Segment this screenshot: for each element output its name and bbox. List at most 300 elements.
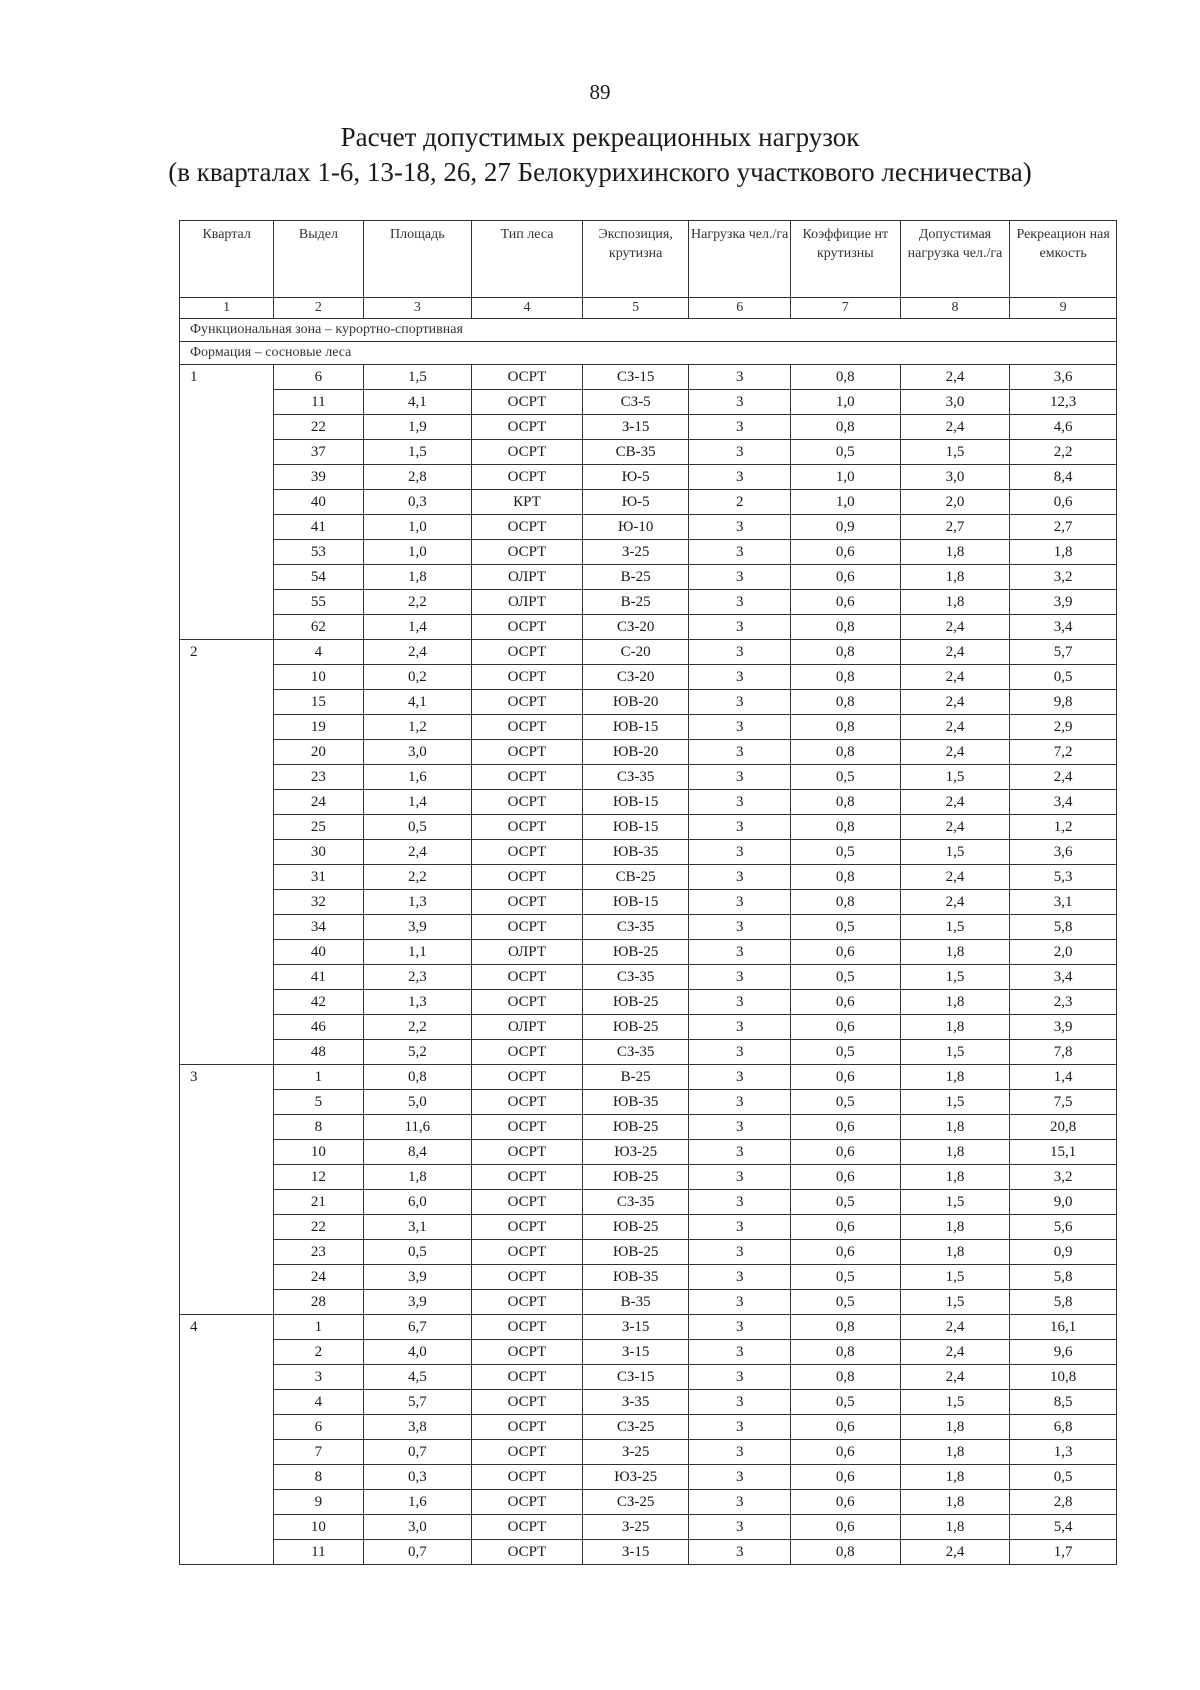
col-number: 1 xyxy=(180,298,274,319)
cell-slope-coef: 0,6 xyxy=(790,1065,900,1090)
cell-slope-coef: 0,6 xyxy=(790,1440,900,1465)
cell-allowed-load: 1,8 xyxy=(900,1165,1010,1190)
cell-vydel: 10 xyxy=(274,665,363,690)
cell-kvartal xyxy=(180,490,274,515)
cell-forest-type: ОСРТ xyxy=(472,1340,583,1365)
table-row xyxy=(180,540,1117,565)
cell-capacity: 3,4 xyxy=(1010,790,1117,815)
cell-exposure: СЗ-35 xyxy=(582,915,689,940)
cell-load: 3 xyxy=(689,1540,790,1565)
cell-vydel: 30 xyxy=(274,840,363,865)
cell-exposure: ЮВ-25 xyxy=(582,1240,689,1265)
cell-area: 3,9 xyxy=(363,1290,472,1315)
cell-capacity: 1,3 xyxy=(1010,1440,1117,1465)
cell-load: 3 xyxy=(689,390,790,415)
cell-capacity: 3,6 xyxy=(1010,365,1117,390)
cell-load: 3 xyxy=(689,1490,790,1515)
cell-capacity: 2,9 xyxy=(1010,715,1117,740)
cell-capacity: 1,2 xyxy=(1010,815,1117,840)
cell-forest-type: ОСРТ xyxy=(472,1365,583,1390)
cell-area: 3,0 xyxy=(363,1515,472,1540)
cell-load: 3 xyxy=(689,890,790,915)
table-row xyxy=(180,715,1117,740)
table-row xyxy=(180,615,1117,640)
cell-vydel: 10 xyxy=(274,1140,363,1165)
cell-kvartal: 3 xyxy=(180,1065,274,1090)
header-row xyxy=(180,221,1117,298)
cell-capacity: 9,0 xyxy=(1010,1190,1117,1215)
cell-capacity: 8,4 xyxy=(1010,465,1117,490)
table-row xyxy=(180,865,1117,890)
cell-vydel: 32 xyxy=(274,890,363,915)
cell-capacity: 4,6 xyxy=(1010,415,1117,440)
cell-allowed-load: 1,8 xyxy=(900,1065,1010,1090)
cell-slope-coef: 0,5 xyxy=(790,1040,900,1065)
cell-forest-type: ОСРТ xyxy=(472,540,583,565)
cell-vydel: 10 xyxy=(274,1515,363,1540)
cell-slope-coef: 0,5 xyxy=(790,1190,900,1215)
section-row-formation xyxy=(180,342,1117,365)
cell-load: 3 xyxy=(689,1365,790,1390)
cell-allowed-load: 1,8 xyxy=(900,1140,1010,1165)
cell-forest-type: ОСРТ xyxy=(472,1315,583,1340)
cell-capacity: 5,8 xyxy=(1010,1290,1117,1315)
cell-forest-type: ОСРТ xyxy=(472,915,583,940)
cell-exposure: Ю-10 xyxy=(582,515,689,540)
cell-vydel: 12 xyxy=(274,1165,363,1190)
cell-exposure: СВ-35 xyxy=(582,440,689,465)
cell-load: 3 xyxy=(689,590,790,615)
cell-kvartal xyxy=(180,1040,274,1065)
cell-area: 6,7 xyxy=(363,1315,472,1340)
cell-exposure: СВ-25 xyxy=(582,865,689,890)
cell-forest-type: ОСРТ xyxy=(472,1190,583,1215)
cell-forest-type: ОСРТ xyxy=(472,740,583,765)
cell-vydel: 8 xyxy=(274,1465,363,1490)
cell-load: 3 xyxy=(689,1265,790,1290)
cell-slope-coef: 0,6 xyxy=(790,1165,900,1190)
cell-area: 3,9 xyxy=(363,1265,472,1290)
cell-load: 3 xyxy=(689,1140,790,1165)
cell-kvartal xyxy=(180,765,274,790)
table-row xyxy=(180,1140,1117,1165)
cell-load: 3 xyxy=(689,1215,790,1240)
cell-vydel: 2 xyxy=(274,1340,363,1365)
cell-vydel: 31 xyxy=(274,865,363,890)
cell-slope-coef: 0,8 xyxy=(790,715,900,740)
cell-allowed-load: 2,4 xyxy=(900,690,1010,715)
cell-allowed-load: 2,7 xyxy=(900,515,1010,540)
cell-vydel: 41 xyxy=(274,515,363,540)
cell-capacity: 5,8 xyxy=(1010,1265,1117,1290)
cell-area: 0,3 xyxy=(363,1465,472,1490)
cell-forest-type: ОСРТ xyxy=(472,1140,583,1165)
cell-capacity: 3,9 xyxy=(1010,1015,1117,1040)
cell-area: 8,4 xyxy=(363,1140,472,1165)
cell-vydel: 6 xyxy=(274,1415,363,1440)
cell-allowed-load: 1,8 xyxy=(900,1115,1010,1140)
cell-capacity: 3,2 xyxy=(1010,565,1117,590)
cell-allowed-load: 1,8 xyxy=(900,565,1010,590)
table-row xyxy=(180,590,1117,615)
col-header-allowed-load: Допустимая нагрузка чел./га xyxy=(900,221,1010,298)
cell-kvartal xyxy=(180,740,274,765)
cell-slope-coef: 0,6 xyxy=(790,1465,900,1490)
cell-area: 3,1 xyxy=(363,1215,472,1240)
recreation-load-table xyxy=(179,220,1117,1565)
table-row xyxy=(180,1165,1117,1190)
cell-capacity: 5,8 xyxy=(1010,915,1117,940)
table-row xyxy=(180,690,1117,715)
cell-area: 0,8 xyxy=(363,1065,472,1090)
cell-exposure: З-15 xyxy=(582,415,689,440)
cell-slope-coef: 0,6 xyxy=(790,940,900,965)
col-header-area: Площадь xyxy=(363,221,472,298)
col-header-slope-coef: Коэффицие нт крутизны xyxy=(790,221,900,298)
cell-area: 1,4 xyxy=(363,615,472,640)
cell-area: 5,0 xyxy=(363,1090,472,1115)
cell-allowed-load: 2,4 xyxy=(900,715,1010,740)
cell-forest-type: ОСРТ xyxy=(472,715,583,740)
cell-area: 1,5 xyxy=(363,365,472,390)
cell-vydel: 11 xyxy=(274,390,363,415)
cell-forest-type: ОСРТ xyxy=(472,365,583,390)
cell-allowed-load: 2,4 xyxy=(900,640,1010,665)
cell-kvartal xyxy=(180,690,274,715)
cell-vydel: 1 xyxy=(274,1065,363,1090)
cell-exposure: ЮВ-25 xyxy=(582,990,689,1015)
cell-area: 0,5 xyxy=(363,815,472,840)
cell-forest-type: ОСРТ xyxy=(472,865,583,890)
section-row-zone xyxy=(180,319,1117,342)
cell-slope-coef: 0,8 xyxy=(790,740,900,765)
cell-area: 1,2 xyxy=(363,715,472,740)
cell-vydel: 6 xyxy=(274,365,363,390)
cell-kvartal: 1 xyxy=(180,365,274,390)
cell-allowed-load: 1,5 xyxy=(900,765,1010,790)
cell-allowed-load: 1,5 xyxy=(900,1290,1010,1315)
cell-load: 3 xyxy=(689,1440,790,1465)
cell-exposure: ЮВ-35 xyxy=(582,1090,689,1115)
cell-kvartal xyxy=(180,1465,274,1490)
cell-kvartal xyxy=(180,865,274,890)
table-row xyxy=(180,765,1117,790)
cell-load: 3 xyxy=(689,640,790,665)
cell-load: 3 xyxy=(689,815,790,840)
cell-forest-type: ОСРТ xyxy=(472,765,583,790)
cell-allowed-load: 1,5 xyxy=(900,1390,1010,1415)
cell-slope-coef: 1,0 xyxy=(790,465,900,490)
cell-exposure: С-20 xyxy=(582,640,689,665)
cell-area: 4,1 xyxy=(363,390,472,415)
cell-vydel: 3 xyxy=(274,1365,363,1390)
cell-load: 3 xyxy=(689,540,790,565)
cell-kvartal xyxy=(180,665,274,690)
cell-area: 1,1 xyxy=(363,940,472,965)
cell-exposure: ЮВ-35 xyxy=(582,1265,689,1290)
cell-capacity: 1,4 xyxy=(1010,1065,1117,1090)
cell-area: 3,8 xyxy=(363,1415,472,1440)
col-number: 2 xyxy=(274,298,363,319)
cell-kvartal xyxy=(180,965,274,990)
table-row xyxy=(180,1065,1117,1090)
cell-capacity: 5,7 xyxy=(1010,640,1117,665)
cell-slope-coef: 0,8 xyxy=(790,1340,900,1365)
cell-vydel: 22 xyxy=(274,415,363,440)
cell-kvartal xyxy=(180,590,274,615)
table-row xyxy=(180,1340,1117,1365)
cell-load: 2 xyxy=(689,490,790,515)
col-header-capacity: Рекреацион ная емкость xyxy=(1010,221,1117,298)
cell-area: 2,4 xyxy=(363,640,472,665)
cell-slope-coef: 1,0 xyxy=(790,390,900,415)
cell-exposure: ЮВ-15 xyxy=(582,790,689,815)
cell-forest-type: ОСРТ xyxy=(472,1490,583,1515)
cell-area: 2,2 xyxy=(363,865,472,890)
cell-vydel: 48 xyxy=(274,1040,363,1065)
cell-forest-type: ОСРТ xyxy=(472,965,583,990)
table-row xyxy=(180,840,1117,865)
cell-load: 3 xyxy=(689,415,790,440)
col-number: 3 xyxy=(363,298,472,319)
cell-allowed-load: 2,0 xyxy=(900,490,1010,515)
cell-vydel: 42 xyxy=(274,990,363,1015)
table-row xyxy=(180,1465,1117,1490)
cell-kvartal xyxy=(180,415,274,440)
cell-capacity: 5,6 xyxy=(1010,1215,1117,1240)
cell-load: 3 xyxy=(689,1190,790,1215)
cell-slope-coef: 0,6 xyxy=(790,1240,900,1265)
cell-kvartal xyxy=(180,1215,274,1240)
cell-allowed-load: 1,8 xyxy=(900,1490,1010,1515)
page-number: 89 xyxy=(589,80,611,104)
cell-slope-coef: 0,8 xyxy=(790,640,900,665)
cell-capacity: 3,9 xyxy=(1010,590,1117,615)
cell-kvartal xyxy=(180,1090,274,1115)
cell-exposure: З-15 xyxy=(582,1315,689,1340)
cell-vydel: 41 xyxy=(274,965,363,990)
cell-load: 3 xyxy=(689,615,790,640)
cell-capacity: 12,3 xyxy=(1010,390,1117,415)
cell-slope-coef: 0,6 xyxy=(790,990,900,1015)
cell-load: 3 xyxy=(689,1415,790,1440)
table-row xyxy=(180,915,1117,940)
cell-exposure: ЮВ-35 xyxy=(582,840,689,865)
cell-kvartal xyxy=(180,790,274,815)
cell-load: 3 xyxy=(689,1090,790,1115)
cell-load: 3 xyxy=(689,1340,790,1365)
col-number: 8 xyxy=(900,298,1010,319)
cell-area: 1,0 xyxy=(363,515,472,540)
cell-capacity: 1,8 xyxy=(1010,540,1117,565)
cell-kvartal xyxy=(180,515,274,540)
table-row xyxy=(180,365,1117,390)
cell-vydel: 8 xyxy=(274,1115,363,1140)
cell-slope-coef: 0,8 xyxy=(790,365,900,390)
cell-allowed-load: 1,5 xyxy=(900,915,1010,940)
cell-allowed-load: 2,4 xyxy=(900,365,1010,390)
cell-area: 0,7 xyxy=(363,1440,472,1465)
cell-exposure: СЗ-25 xyxy=(582,1490,689,1515)
cell-load: 3 xyxy=(689,465,790,490)
cell-exposure: В-25 xyxy=(582,565,689,590)
cell-area: 3,9 xyxy=(363,915,472,940)
cell-vydel: 40 xyxy=(274,940,363,965)
cell-capacity: 2,3 xyxy=(1010,990,1117,1015)
cell-allowed-load: 1,8 xyxy=(900,1015,1010,1040)
cell-vydel: 34 xyxy=(274,915,363,940)
cell-kvartal xyxy=(180,1165,274,1190)
cell-capacity: 3,4 xyxy=(1010,965,1117,990)
cell-capacity: 7,5 xyxy=(1010,1090,1117,1115)
cell-load: 3 xyxy=(689,515,790,540)
cell-kvartal xyxy=(180,890,274,915)
cell-vydel: 7 xyxy=(274,1440,363,1465)
cell-vydel: 5 xyxy=(274,1090,363,1115)
cell-forest-type: ОСРТ xyxy=(472,840,583,865)
col-number: 4 xyxy=(472,298,583,319)
cell-allowed-load: 3,0 xyxy=(900,465,1010,490)
cell-capacity: 16,1 xyxy=(1010,1315,1117,1340)
cell-load: 3 xyxy=(689,440,790,465)
cell-capacity: 2,7 xyxy=(1010,515,1117,540)
table-row xyxy=(180,990,1117,1015)
cell-slope-coef: 0,5 xyxy=(790,440,900,465)
cell-exposure: ЮВ-25 xyxy=(582,940,689,965)
cell-kvartal xyxy=(180,1390,274,1415)
table-row xyxy=(180,465,1117,490)
cell-allowed-load: 2,4 xyxy=(900,815,1010,840)
cell-exposure: ЮВ-25 xyxy=(582,1115,689,1140)
cell-allowed-load: 2,4 xyxy=(900,740,1010,765)
cell-forest-type: ОСРТ xyxy=(472,515,583,540)
cell-kvartal xyxy=(180,1415,274,1440)
cell-allowed-load: 1,8 xyxy=(900,1465,1010,1490)
cell-load: 3 xyxy=(689,940,790,965)
cell-exposure: СЗ-35 xyxy=(582,765,689,790)
cell-kvartal xyxy=(180,1340,274,1365)
cell-vydel: 37 xyxy=(274,440,363,465)
cell-load: 3 xyxy=(689,1390,790,1415)
table-row xyxy=(180,1090,1117,1115)
cell-slope-coef: 0,5 xyxy=(790,915,900,940)
table-row xyxy=(180,1290,1117,1315)
table-row xyxy=(180,890,1117,915)
cell-kvartal xyxy=(180,1515,274,1540)
cell-area: 11,6 xyxy=(363,1115,472,1140)
cell-allowed-load: 2,4 xyxy=(900,1340,1010,1365)
table-row xyxy=(180,640,1117,665)
col-header-exposure: Экспозиция, крутизна xyxy=(582,221,689,298)
cell-slope-coef: 0,5 xyxy=(790,965,900,990)
cell-area: 1,8 xyxy=(363,565,472,590)
cell-exposure: З-25 xyxy=(582,540,689,565)
cell-exposure: Ю-5 xyxy=(582,490,689,515)
cell-exposure: СЗ-15 xyxy=(582,365,689,390)
cell-exposure: З-15 xyxy=(582,1540,689,1565)
table-row xyxy=(180,1440,1117,1465)
table-row xyxy=(180,1415,1117,1440)
cell-area: 1,5 xyxy=(363,440,472,465)
cell-kvartal xyxy=(180,540,274,565)
cell-allowed-load: 2,4 xyxy=(900,865,1010,890)
cell-slope-coef: 0,9 xyxy=(790,515,900,540)
cell-slope-coef: 0,6 xyxy=(790,540,900,565)
cell-exposure: ЮВ-25 xyxy=(582,1015,689,1040)
cell-kvartal xyxy=(180,1265,274,1290)
cell-forest-type: ОСРТ xyxy=(472,640,583,665)
cell-vydel: 9 xyxy=(274,1490,363,1515)
col-number: 5 xyxy=(582,298,689,319)
cell-allowed-load: 1,8 xyxy=(900,1515,1010,1540)
table-row xyxy=(180,1265,1117,1290)
cell-allowed-load: 2,4 xyxy=(900,615,1010,640)
cell-load: 3 xyxy=(689,965,790,990)
cell-kvartal xyxy=(180,840,274,865)
col-header-forest-type: Тип леса xyxy=(472,221,583,298)
cell-load: 3 xyxy=(689,990,790,1015)
cell-kvartal xyxy=(180,1115,274,1140)
cell-allowed-load: 1,5 xyxy=(900,965,1010,990)
cell-area: 2,4 xyxy=(363,840,472,865)
table-row xyxy=(180,665,1117,690)
cell-forest-type: ОЛРТ xyxy=(472,940,583,965)
cell-vydel: 46 xyxy=(274,1015,363,1040)
cell-load: 3 xyxy=(689,765,790,790)
cell-allowed-load: 1,5 xyxy=(900,1190,1010,1215)
cell-capacity: 7,2 xyxy=(1010,740,1117,765)
cell-area: 3,0 xyxy=(363,740,472,765)
cell-capacity: 10,8 xyxy=(1010,1365,1117,1390)
cell-capacity: 0,9 xyxy=(1010,1240,1117,1265)
cell-slope-coef: 0,6 xyxy=(790,1490,900,1515)
cell-vydel: 24 xyxy=(274,1265,363,1290)
cell-allowed-load: 1,8 xyxy=(900,1440,1010,1465)
cell-vydel: 4 xyxy=(274,1390,363,1415)
cell-area: 0,2 xyxy=(363,665,472,690)
cell-allowed-load: 1,5 xyxy=(900,840,1010,865)
cell-slope-coef: 0,6 xyxy=(790,565,900,590)
table-row xyxy=(180,1365,1117,1390)
cell-area: 1,3 xyxy=(363,890,472,915)
cell-allowed-load: 2,4 xyxy=(900,890,1010,915)
table-row xyxy=(180,415,1117,440)
cell-vydel: 20 xyxy=(274,740,363,765)
cell-forest-type: ОСРТ xyxy=(472,815,583,840)
cell-vydel: 24 xyxy=(274,790,363,815)
cell-vydel: 23 xyxy=(274,765,363,790)
cell-exposure: Ю-5 xyxy=(582,465,689,490)
cell-allowed-load: 1,8 xyxy=(900,940,1010,965)
cell-slope-coef: 0,8 xyxy=(790,865,900,890)
cell-vydel: 4 xyxy=(274,640,363,665)
cell-allowed-load: 3,0 xyxy=(900,390,1010,415)
cell-load: 3 xyxy=(689,1015,790,1040)
cell-forest-type: ОСРТ xyxy=(472,1415,583,1440)
formation-label: Формация – сосновые леса xyxy=(180,342,1117,365)
cell-forest-type: ОСРТ xyxy=(472,440,583,465)
cell-allowed-load: 1,8 xyxy=(900,1240,1010,1265)
cell-vydel: 19 xyxy=(274,715,363,740)
cell-allowed-load: 1,8 xyxy=(900,540,1010,565)
cell-kvartal xyxy=(180,615,274,640)
col-number: 9 xyxy=(1010,298,1117,319)
cell-slope-coef: 0,5 xyxy=(790,840,900,865)
cell-capacity: 9,6 xyxy=(1010,1340,1117,1365)
col-header-load: Нагрузка чел./га xyxy=(689,221,790,298)
cell-load: 3 xyxy=(689,1040,790,1065)
cell-load: 3 xyxy=(689,865,790,890)
